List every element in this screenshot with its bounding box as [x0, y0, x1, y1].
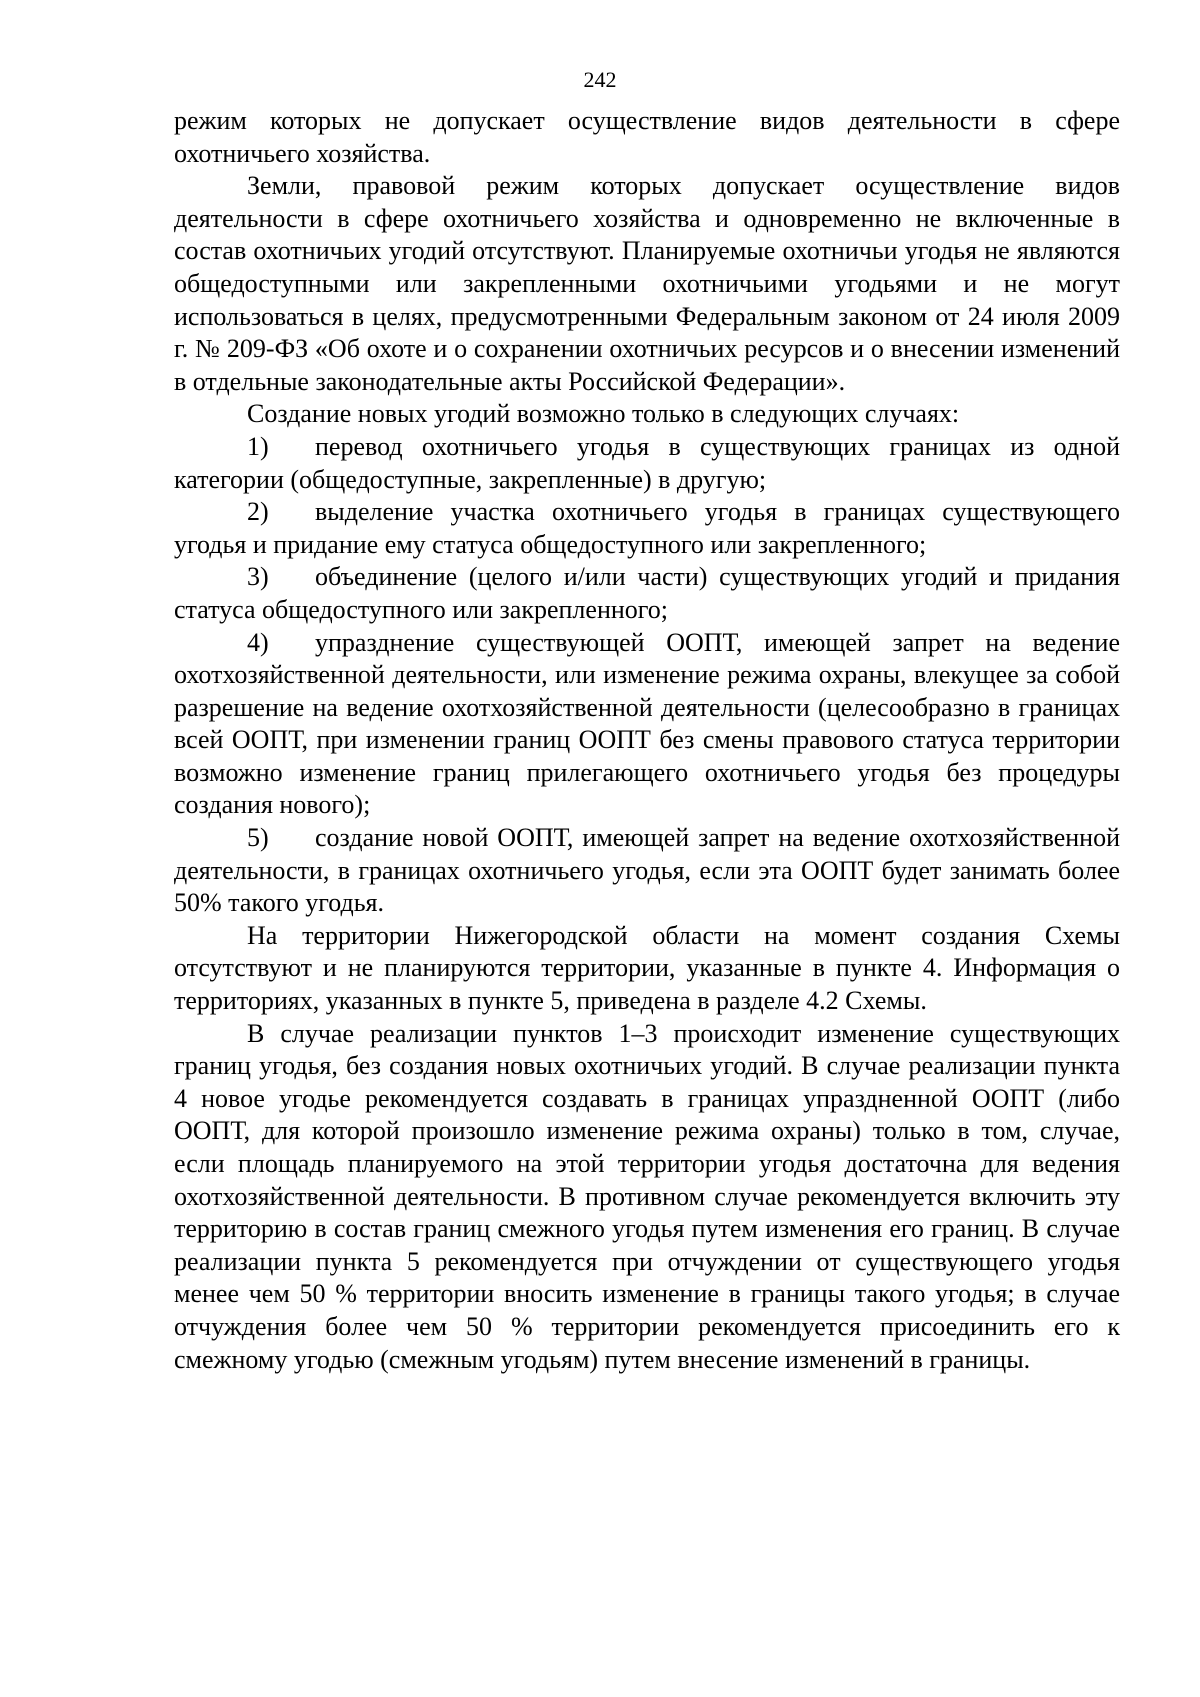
paragraph-new-grounds-intro: Создание новых угодий возможно только в следующих случаях:: [247, 399, 960, 429]
list-item-text: объединение (целого и/или части) существующих угодий и придания статуса общедоступного или закрепленного;: [174, 562, 1120, 624]
list-item: [174, 627, 1120, 823]
list-item-text: выделение участка охотничьего угодья в границах существующего угодья и придание ему статуса общедоступного или закрепленного;: [174, 497, 1120, 559]
list-item-number: 5): [247, 823, 269, 853]
list-item: [174, 431, 1120, 496]
paragraph-lands: Земли, правовой режим которых допускает осуществление видов деятельности в сфере охотничьего хозяйства и одновременно не включенные в состав охотничьих угодий отсутствуют. Планируемые охотничьи угодья не являются общедоступными или закрепленными охотничьими угодьями и не могут использоваться в целях, предусмотренными Федеральным законом от 24 июля 2009 г. № 209-ФЗ «Об охоте и о сохранении охотничьих ресурсов и о внесении изменений в отдельные законодательные акты Российской Федерации».: [174, 171, 1120, 396]
list-item-number: 4): [247, 627, 269, 657]
list-item-number: 3): [247, 562, 269, 592]
list-item-text: упразднение существующей ООПТ, имеющей запрет на ведение охотхозяйственной деятельности, или изменение режима охраны, влекущее за собой разрешение на ведение охотхозяйственной деятельности (целесообразно в границах всей ООПТ, при изменении границ ООПТ без смены правового статуса территории возможно изменение границ прилегающего охотничьего угодья без процедуры создания нового);: [174, 627, 1120, 820]
list-item: [174, 561, 1120, 626]
paragraph-continuation: режим которых не допускает осуществление видов деятельности в сфере охотничьего хозяйства.: [174, 106, 1120, 168]
page-number: 242: [583, 67, 617, 92]
paragraph-implementation: В случае реализации пунктов 1–3 происходит изменение существующих границ угодья, без создания новых охотничьих угодий. В случае реализации пункта 4 новое угодье рекомендуется создавать в границах упраздненной ООПТ (либо ООПТ, для которой произошло изменение режима охраны) только в том, случае, если площадь планируемого на этой территории угодья достаточна для ведения охотхозяйственной деятельности. В противном случае рекомендуется включить эту территорию в состав границ смежного угодья путем изменения его границ. В случае реализации пункта 5 рекомендуется при отчуждении от существующего угодья менее чем 50 % территории вносить изменение в границы такого угодья; в случае отчуждения более чем 50 % территории рекомендуется присоединить его к смежному угодью (смежным угодьям) путем внесение изменений в границы.: [174, 1018, 1120, 1374]
paragraph-nizhny-novgorod: На территории Нижегородской области на момент создания Схемы отсутствуют и не планируются территории, указанные в пункте 4. Информация о территориях, указанных в пункте 5, приведена в разделе 4.2 Схемы.: [174, 920, 1120, 1016]
list-item: [174, 496, 1120, 561]
list-item-text: перевод охотничьего угодья в существующих границах из одной категории (общедоступные, закрепленные) в другую;: [174, 431, 1120, 494]
document-body: [174, 105, 1120, 1376]
list-item-text: создание новой ООПТ, имеющей запрет на ведение охотхозяйственной деятельности, в границах охотничьего угодья, если эта ООПТ будет занимать более 50% такого угодья.: [174, 823, 1120, 918]
list-item-number: 2): [247, 497, 269, 527]
list-item: [174, 822, 1120, 920]
list-item-number: 1): [247, 431, 269, 461]
